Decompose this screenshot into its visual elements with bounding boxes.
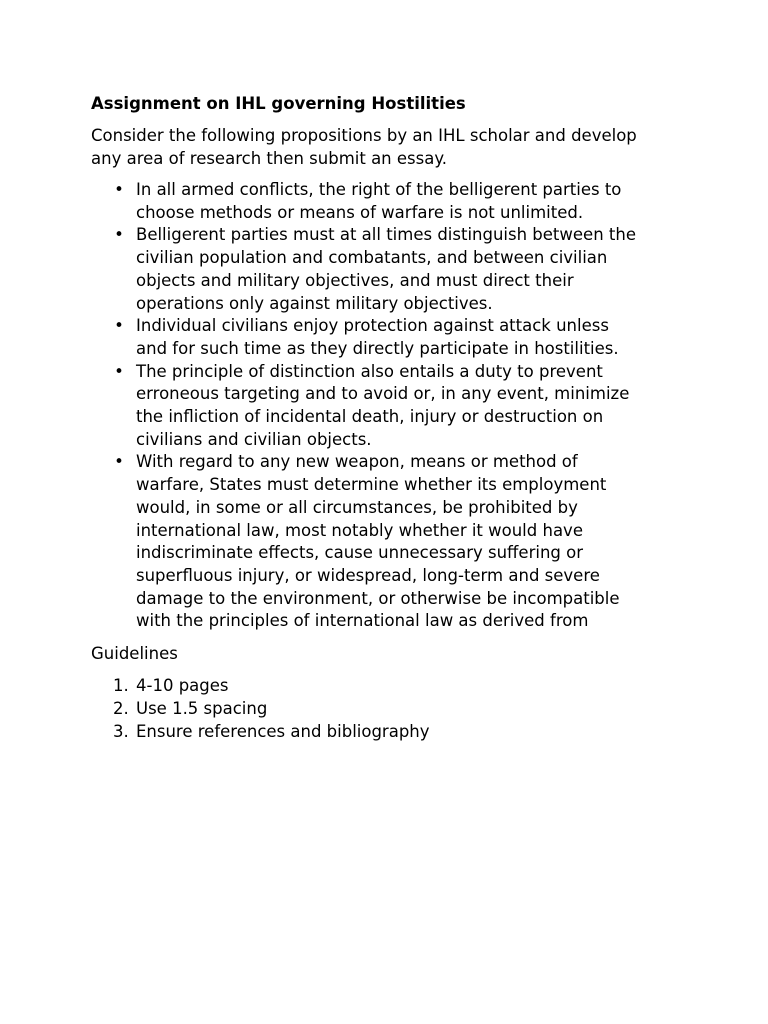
proposition-line: civilians and civilian objects.: [136, 429, 372, 449]
bullet-icon: •: [114, 452, 124, 472]
proposition-line: With regard to any new weapon, means or method of: [136, 452, 578, 472]
proposition-line: civilian population and combatants, and between civilian: [136, 248, 608, 268]
intro-line: any area of research then submit an essay.: [91, 149, 447, 168]
proposition-line: Individual civilians enjoy protection against attack unless: [136, 316, 609, 336]
assignment-title: Assignment on IHL governing Hostilities: [91, 94, 466, 113]
proposition-line: choose methods or means of warfare is not unlimited.: [136, 202, 584, 222]
guideline-number: 1.: [113, 676, 129, 696]
guideline-text: Use 1.5 spacing: [136, 699, 268, 719]
guideline-number: 3.: [113, 722, 129, 742]
proposition-line: and for such time as they directly participate in hostilities.: [136, 338, 619, 358]
bullet-icon: •: [114, 316, 124, 336]
bullet-icon: •: [114, 361, 124, 381]
propositions-list: [91, 179, 681, 633]
proposition-line: with the principles of international law as derived from: [136, 611, 589, 631]
guidelines-heading: Guidelines: [91, 644, 178, 664]
proposition-line: warfare, States must determine whether its employment: [136, 475, 607, 495]
guideline-item: [91, 720, 681, 743]
proposition-item: [91, 224, 681, 315]
guideline-number: 2.: [113, 699, 129, 719]
proposition-line: indiscriminate effects, cause unnecessary suffering or: [136, 543, 583, 563]
proposition-item: [91, 361, 681, 452]
proposition-line: superfluous injury, or widespread, long-term and severe: [136, 565, 600, 585]
intro-paragraph: [91, 124, 681, 170]
proposition-line: would, in some or all circumstances, be prohibited by: [136, 497, 578, 517]
proposition-line: operations only against military objectives.: [136, 293, 493, 313]
proposition-line: erroneous targeting and to avoid or, in any event, minimize: [136, 384, 630, 404]
intro-line: Consider the following propositions by an IHL scholar and develop: [91, 126, 637, 145]
bullet-icon: •: [114, 225, 124, 245]
guideline-item: [91, 697, 681, 720]
proposition-line: objects and military objectives, and must direct their: [136, 270, 574, 290]
guideline-text: Ensure references and bibliography: [136, 722, 430, 742]
guidelines-list: [91, 674, 681, 743]
proposition-item: [91, 179, 681, 224]
proposition-line: In all armed conflicts, the right of the belligerent parties to: [136, 180, 622, 199]
proposition-line: The principle of distinction also entails a duty to prevent: [136, 361, 603, 381]
document-body: [91, 92, 681, 743]
guideline-text: 4-10 pages: [136, 676, 229, 696]
proposition-item: [91, 315, 681, 360]
proposition-line: international law, most notably whether it would have: [136, 520, 583, 540]
proposition-line: the infliction of incidental death, injury or destruction on: [136, 407, 604, 427]
guideline-item: [91, 674, 681, 697]
proposition-line: damage to the environment, or otherwise be incompatible: [136, 588, 620, 608]
proposition-item: [91, 451, 681, 633]
bullet-icon: •: [114, 180, 124, 199]
proposition-line: Belligerent parties must at all times distinguish between the: [136, 225, 636, 245]
